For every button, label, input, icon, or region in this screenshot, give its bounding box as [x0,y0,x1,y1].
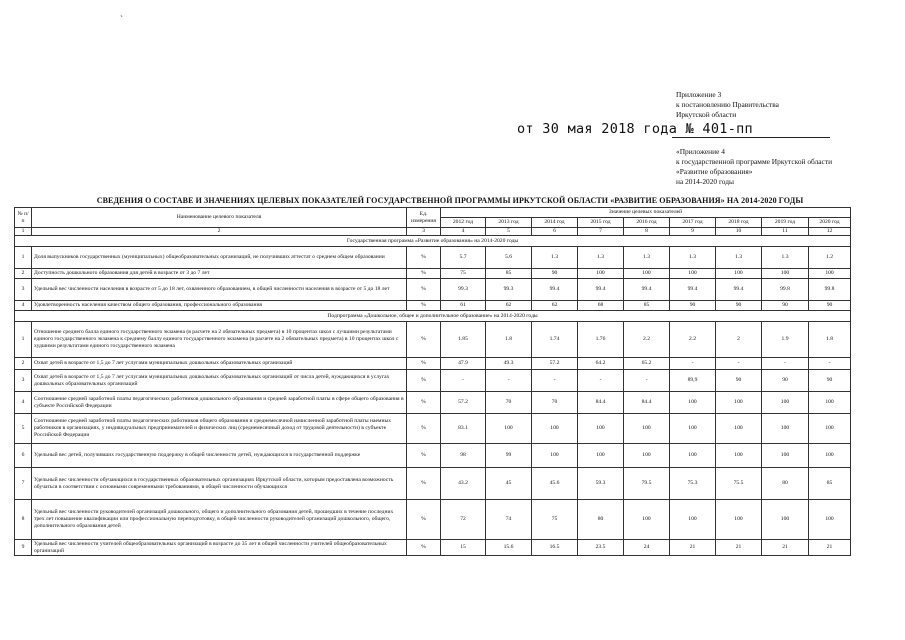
indicator-name: Удельный вес численности руководителей организаций дошкольного, общего и дополнительного образования детей, прошедших в течение последних трех лет повышение квалификации или профессиональную переподготовку, в общей численности руководителей организаций дошкольного, общего, дополнительного образования детей [32,500,407,540]
value-cell: 2.2 [624,322,670,358]
value-cell: 21 [670,540,716,556]
value-cell: 75 [532,500,578,540]
value-cell: 84.4 [624,392,670,414]
row-number: 3 [15,370,32,392]
indicator-name: Отношение среднего балла единого государственного экзамена (в расчете на 2 обязательных предмета) в 10 процентах школ с лучшими результатами единого государственного экзамена к среднему баллу единого государственного экзамена (в расчете на 2 обязательных предмета) в 10 процентах школ с худшими результатами единого государственного экзамена [32,322,407,358]
header-year: 2014 год [532,218,578,228]
column-number: 1 [15,228,32,236]
value-cell: 2.2 [670,322,716,358]
value-cell: 70 [532,392,578,414]
value-cell: 15.6 [486,540,532,556]
appendix-line: Иркутской области [676,110,737,119]
value-cell: - [441,370,486,392]
resolution-stamp: от 30 мая 2018 года № 401-пп [517,121,753,137]
value-cell: 75.5 [716,468,762,500]
value-cell: 5.7 [441,247,486,269]
value-cell: 100 [486,414,532,444]
value-cell: 100 [716,500,762,540]
value-cell: 79.5 [624,468,670,500]
unit-cell: % [407,392,441,414]
row-number: 6 [15,444,32,468]
header-year: 2016 год [624,218,670,228]
document-title: СВЕДЕНИЯ О СОСТАВЕ И ЗНАЧЕНИЯХ ЦЕЛЕВЫХ ПОКАЗАТЕЛЕЙ ГОСУДАРСТВЕННОЙ ПРОГРАММЫ ИРКУТСКОЙ ОБЛАСТИ «РАЗВИТИЕ ОБРАЗОВАНИЯ» НА 2014-2020 ГОДЫ [96,196,804,205]
appendix-line: к постановлению Правительства [676,100,779,109]
value-cell: 89,9 [670,370,716,392]
value-cell: 100 [762,414,809,444]
value-cell: 1.74 [532,322,578,358]
section-row [15,311,851,322]
indicator-name: Удельный вес детей, получивших государственную поддержку в общей численности детей, нуждающихся в государственной поддержке [32,444,407,468]
header-number: № п/п [15,208,32,228]
unit-cell: % [407,269,441,279]
table-row [15,370,851,392]
program-appendix-line: к государственной программе Иркутской области [676,157,833,166]
value-cell: 75 [441,269,486,279]
value-cell: 90 [809,301,851,311]
value-cell: 100 [578,414,624,444]
value-cell: - [486,370,532,392]
value-cell: 21 [809,540,851,556]
column-number: 5 [486,228,532,236]
unit-cell: % [407,247,441,269]
value-cell: 21 [762,540,809,556]
value-cell: 99.8 [762,279,809,301]
table-row [15,322,851,358]
value-cell: 90 [762,370,809,392]
value-cell: 100 [762,500,809,540]
program-appendix-header [676,147,832,187]
value-cell: 23.5 [578,540,624,556]
value-cell: 100 [809,414,851,444]
row-number: 3 [15,279,32,301]
value-cell: 100 [716,414,762,444]
value-cell: 100 [716,392,762,414]
value-cell: 99.4 [578,279,624,301]
value-cell: 100 [670,269,716,279]
column-number: 2 [32,228,407,236]
row-number: 2 [15,269,32,279]
table-row [15,279,851,301]
value-cell: 62 [532,301,578,311]
value-cell: 57.2 [441,392,486,414]
value-cell: 80 [578,500,624,540]
value-cell: 1.3 [578,247,624,269]
unit-cell: % [407,370,441,392]
unit-cell: % [407,279,441,301]
value-cell: 100 [716,444,762,468]
value-cell: 100 [762,269,809,279]
value-cell: - [716,358,762,370]
header-indicator-name: Наименование целевого показателя [32,208,407,228]
table-row [15,540,851,556]
value-cell: 24 [624,540,670,556]
row-number: 2 [15,358,32,370]
value-cell: - [809,358,851,370]
header-values: Значение целевых показателей [441,208,851,218]
value-cell: 85 [809,468,851,500]
value-cell: 90 [809,370,851,392]
value-cell: 1.9 [762,322,809,358]
row-number: 4 [15,301,32,311]
value-cell: 99.3 [486,279,532,301]
value-cell: 99.4 [670,279,716,301]
scan-mark: ` [120,14,123,24]
value-cell: 62 [486,301,532,311]
value-cell: 100 [809,500,851,540]
unit-cell: % [407,414,441,444]
value-cell: 72 [441,500,486,540]
value-cell: - [670,358,716,370]
value-cell: 65.2 [624,358,670,370]
value-cell: 16.5 [532,540,578,556]
value-cell: 100 [624,414,670,444]
value-cell: 100 [624,444,670,468]
value-cell: 100 [532,414,578,444]
value-cell: 1.3 [716,247,762,269]
unit-cell: % [407,301,441,311]
value-cell: 99.3 [441,279,486,301]
column-number: 12 [809,228,851,236]
section-title: Подпрограмма «Дошкольное, общее и дополнительное образование» на 2014-2020 годы [15,311,851,322]
indicator-name: Охват детей в возрасте от 1,5 до 7 лет услугами муниципальных дошкольных образовательных организаций от числа детей, нуждающихся в услугах дошкольных образовательных организаций [32,370,407,392]
indicator-name: Доля выпускников государственных (муниципальных) общеобразовательных организаций, не получивших аттестат о среднем общем образовании [32,247,407,269]
column-number: 7 [578,228,624,236]
table-row [15,301,851,311]
header-year: 2018 год [716,218,762,228]
value-cell: 47.9 [441,358,486,370]
value-cell: 1.3 [624,247,670,269]
header-year: 2015 год [578,218,624,228]
value-cell: 100 [809,392,851,414]
indicator-name: Соотношение средней заработной платы педагогических работников дошкольного образования и средней заработной платы в сфере общего образования в субъекте Российской Федерации [32,392,407,414]
column-number: 11 [762,228,809,236]
value-cell: 61 [441,301,486,311]
value-cell: 49.3 [486,358,532,370]
header-year: 2013 год [486,218,532,228]
value-cell: 1.3 [532,247,578,269]
unit-cell: % [407,358,441,370]
indicator-name: Удовлетворенность населения качеством общего образования, профессионального образования [32,301,407,311]
unit-cell: % [407,444,441,468]
value-cell: 99.8 [809,279,851,301]
value-cell: 70 [486,392,532,414]
program-appendix-line: «Приложение 4 [676,147,725,156]
value-cell: 90 [716,301,762,311]
row-number: 4 [15,392,32,414]
value-cell: - [578,370,624,392]
value-cell: 100 [809,269,851,279]
value-cell: 74 [486,500,532,540]
value-cell: 90 [532,269,578,279]
stamp-underline [672,137,830,138]
table-row [15,500,851,540]
value-cell: 1.76 [578,322,624,358]
value-cell: - [532,370,578,392]
value-cell: 85 [624,301,670,311]
unit-cell: % [407,468,441,500]
value-cell: 100 [762,392,809,414]
value-cell: - [762,358,809,370]
value-cell: 90 [716,370,762,392]
row-number: 8 [15,500,32,540]
value-cell: 64.2 [578,358,624,370]
value-cell: 100 [762,444,809,468]
indicator-name: Соотношение средней заработной платы педагогических работников общего образования и среднемесячной начисленной заработной платы наемных работников в организациях, у индивидуальных предпринимателей и физических лиц (среднемесячный доход от трудовой деятельности) в субъекте Российской Федерации [32,414,407,444]
value-cell: 1.8 [486,322,532,358]
value-cell: 99.4 [624,279,670,301]
value-cell: 75.3 [670,468,716,500]
value-cell: 45 [486,468,532,500]
value-cell: 1.3 [762,247,809,269]
unit-cell: % [407,322,441,358]
value-cell: 57.2 [532,358,578,370]
indicator-name: Удельный вес численности населения в возрасте от 5 до 18 лет, охваченного образованием, в общей численности населения в возрасте от 5 до 18 лет [32,279,407,301]
value-cell: 98 [441,444,486,468]
value-cell: 100 [670,392,716,414]
value-cell: 85 [486,269,532,279]
row-number: 9 [15,540,32,556]
row-number: 5 [15,414,32,444]
row-number: 1 [15,322,32,358]
header-year: 2019 год [762,218,809,228]
header-year: 2020 год [809,218,851,228]
row-number: 1 [15,247,32,269]
value-cell: 5.6 [486,247,532,269]
value-cell: 90 [670,301,716,311]
value-cell: 43.2 [441,468,486,500]
indicator-name: Удельный вес численности учителей общеобразовательных организаций в возрасте до 35 лет в общей численности учителей общеобразовательных организаций [32,540,407,556]
value-cell: 2 [716,322,762,358]
value-cell: 100 [578,269,624,279]
row-number: 7 [15,468,32,500]
table-row [15,358,851,370]
section-title: Государственная программа «Развитие образования» на 2014-2020 годы [15,236,851,247]
value-cell: 99.4 [532,279,578,301]
value-cell: 100 [624,500,670,540]
value-cell: 100 [670,444,716,468]
column-number: 8 [624,228,670,236]
indicator-name: Доступность дошкольного образования для детей в возрасте от 3 до 7 лет [32,269,407,279]
value-cell: 100 [670,500,716,540]
value-cell: 45.6 [532,468,578,500]
table-row [15,444,851,468]
unit-cell: % [407,540,441,556]
appendix-line: Приложение 3 [676,90,722,99]
table-row [15,247,851,269]
indicator-name: Охват детей в возрасте от 1,5 до 7 лет услугами муниципальных дошкольных образовательных организаций [32,358,407,370]
value-cell: 90 [762,301,809,311]
value-cell: 1.8 [809,322,851,358]
value-cell: - [624,370,670,392]
unit-cell: % [407,500,441,540]
program-appendix-line: «Развитие образования» [676,167,753,176]
header-unit: Ед. измерения [407,208,441,228]
value-cell: 100 [670,414,716,444]
column-number: 10 [716,228,762,236]
value-cell: 99.4 [716,279,762,301]
indicator-name: Удельный вес численности обучающихся в государственных образовательных организациях Иркутской области, которым предоставлена возможность обучаться в соответствии с основными современными требованиями, в общей численности обучающихся [32,468,407,500]
program-appendix-line: на 2014-2020 годы [676,177,735,186]
value-cell: 1.2 [809,247,851,269]
header-year: 2017 год [670,218,716,228]
value-cell: 100 [809,444,851,468]
header-year: 2012 год [441,218,486,228]
table-row [15,468,851,500]
indicators-table [14,207,851,556]
value-cell: 59.3 [578,468,624,500]
table-row [15,414,851,444]
column-number: 6 [532,228,578,236]
column-number: 3 [407,228,441,236]
value-cell: 99 [486,444,532,468]
value-cell: 100 [578,444,624,468]
value-cell: 100 [716,269,762,279]
value-cell: 21 [716,540,762,556]
section-row [15,236,851,247]
table-row [15,269,851,279]
value-cell: 1.85 [441,322,486,358]
value-cell: 83.1 [441,414,486,444]
column-number: 9 [670,228,716,236]
value-cell: 100 [532,444,578,468]
column-number: 4 [441,228,486,236]
value-cell: 15 [441,540,486,556]
appendix-header [676,90,779,120]
value-cell: 84.4 [578,392,624,414]
value-cell: 1.3 [670,247,716,269]
value-cell: 80 [762,468,809,500]
table-row [15,392,851,414]
value-cell: 100 [624,269,670,279]
value-cell: 68 [578,301,624,311]
